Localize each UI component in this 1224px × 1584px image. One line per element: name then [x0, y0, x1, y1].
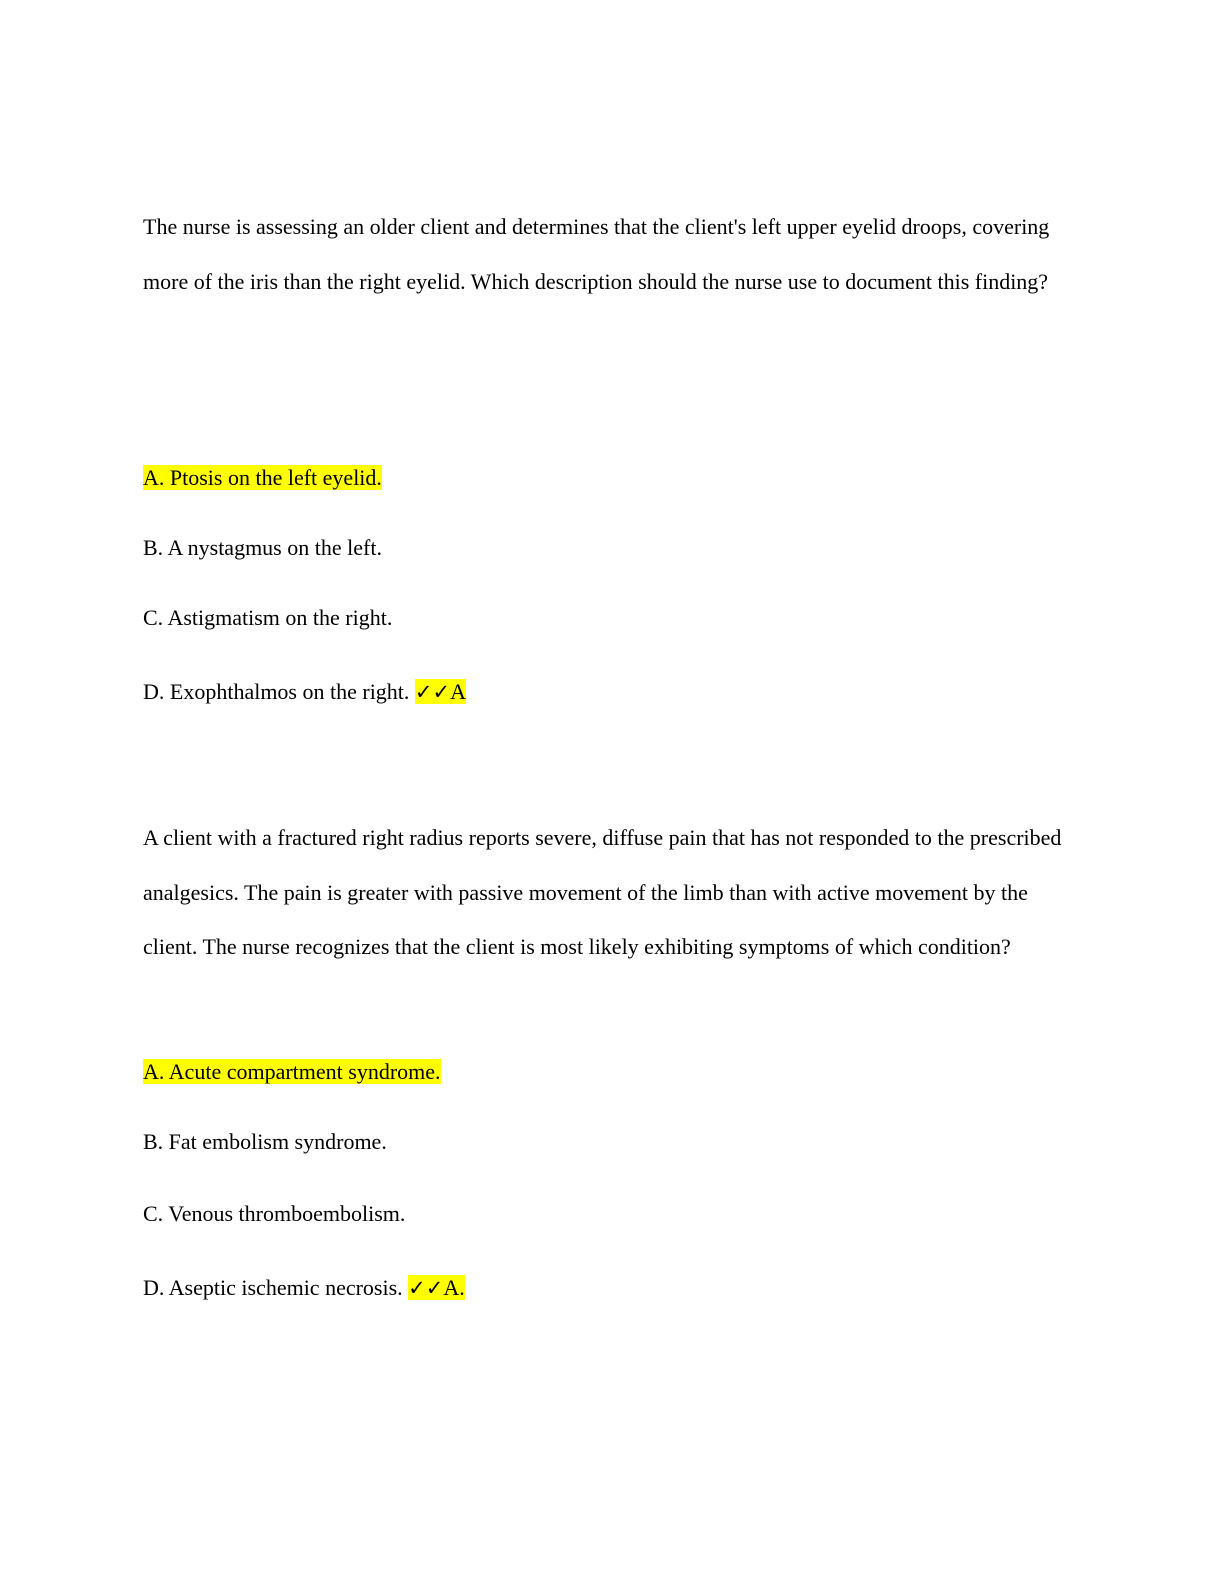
question-2-option-d — [143, 1274, 465, 1302]
question-2-option-b: B. Fat embolism syndrome. — [143, 1129, 387, 1154]
correct-answer-highlight: A. Ptosis on the left eyelid. — [143, 465, 382, 490]
answer-key-text: A. — [443, 1275, 465, 1300]
question-1-option-b: B. A nystagmus on the left. — [143, 535, 382, 560]
option-d-text: D. Aseptic ischemic necrosis. — [143, 1275, 403, 1300]
question-2-option-a — [143, 1058, 441, 1086]
question-1-option-c: C. Astigmatism on the right. — [143, 605, 393, 630]
answer-key-highlight — [408, 1275, 465, 1300]
correct-answer-highlight: A. Acute compartment syndrome. — [143, 1059, 441, 1084]
answer-key-text: A — [450, 679, 467, 704]
double-check-icon: ✓✓ — [408, 1276, 444, 1300]
question-1-stem: The nurse is assessing an older client and determines that the client's left upper eyelid droops, covering more of the iris than the right eyelid. Which description should the nurse use to document this finding? — [143, 214, 1050, 294]
option-d-text: D. Exophthalmos on the right. — [143, 679, 410, 704]
question-2-option-c: C. Venous thromboembolism. — [143, 1201, 406, 1226]
question-1-option-d — [143, 678, 466, 706]
double-check-icon: ✓✓ — [414, 680, 451, 704]
answer-key-highlight — [415, 679, 466, 704]
question-2-stem: A client with a fractured right radius reports severe, diffuse pain that has not responded to the prescribed analgesics. The pain is greater with passive movement of the limb than with active movement by the client. The nurse recognizes that the client is most likely exhibiting symptoms of which condition? — [143, 825, 1062, 959]
question-1-option-a — [143, 464, 382, 492]
